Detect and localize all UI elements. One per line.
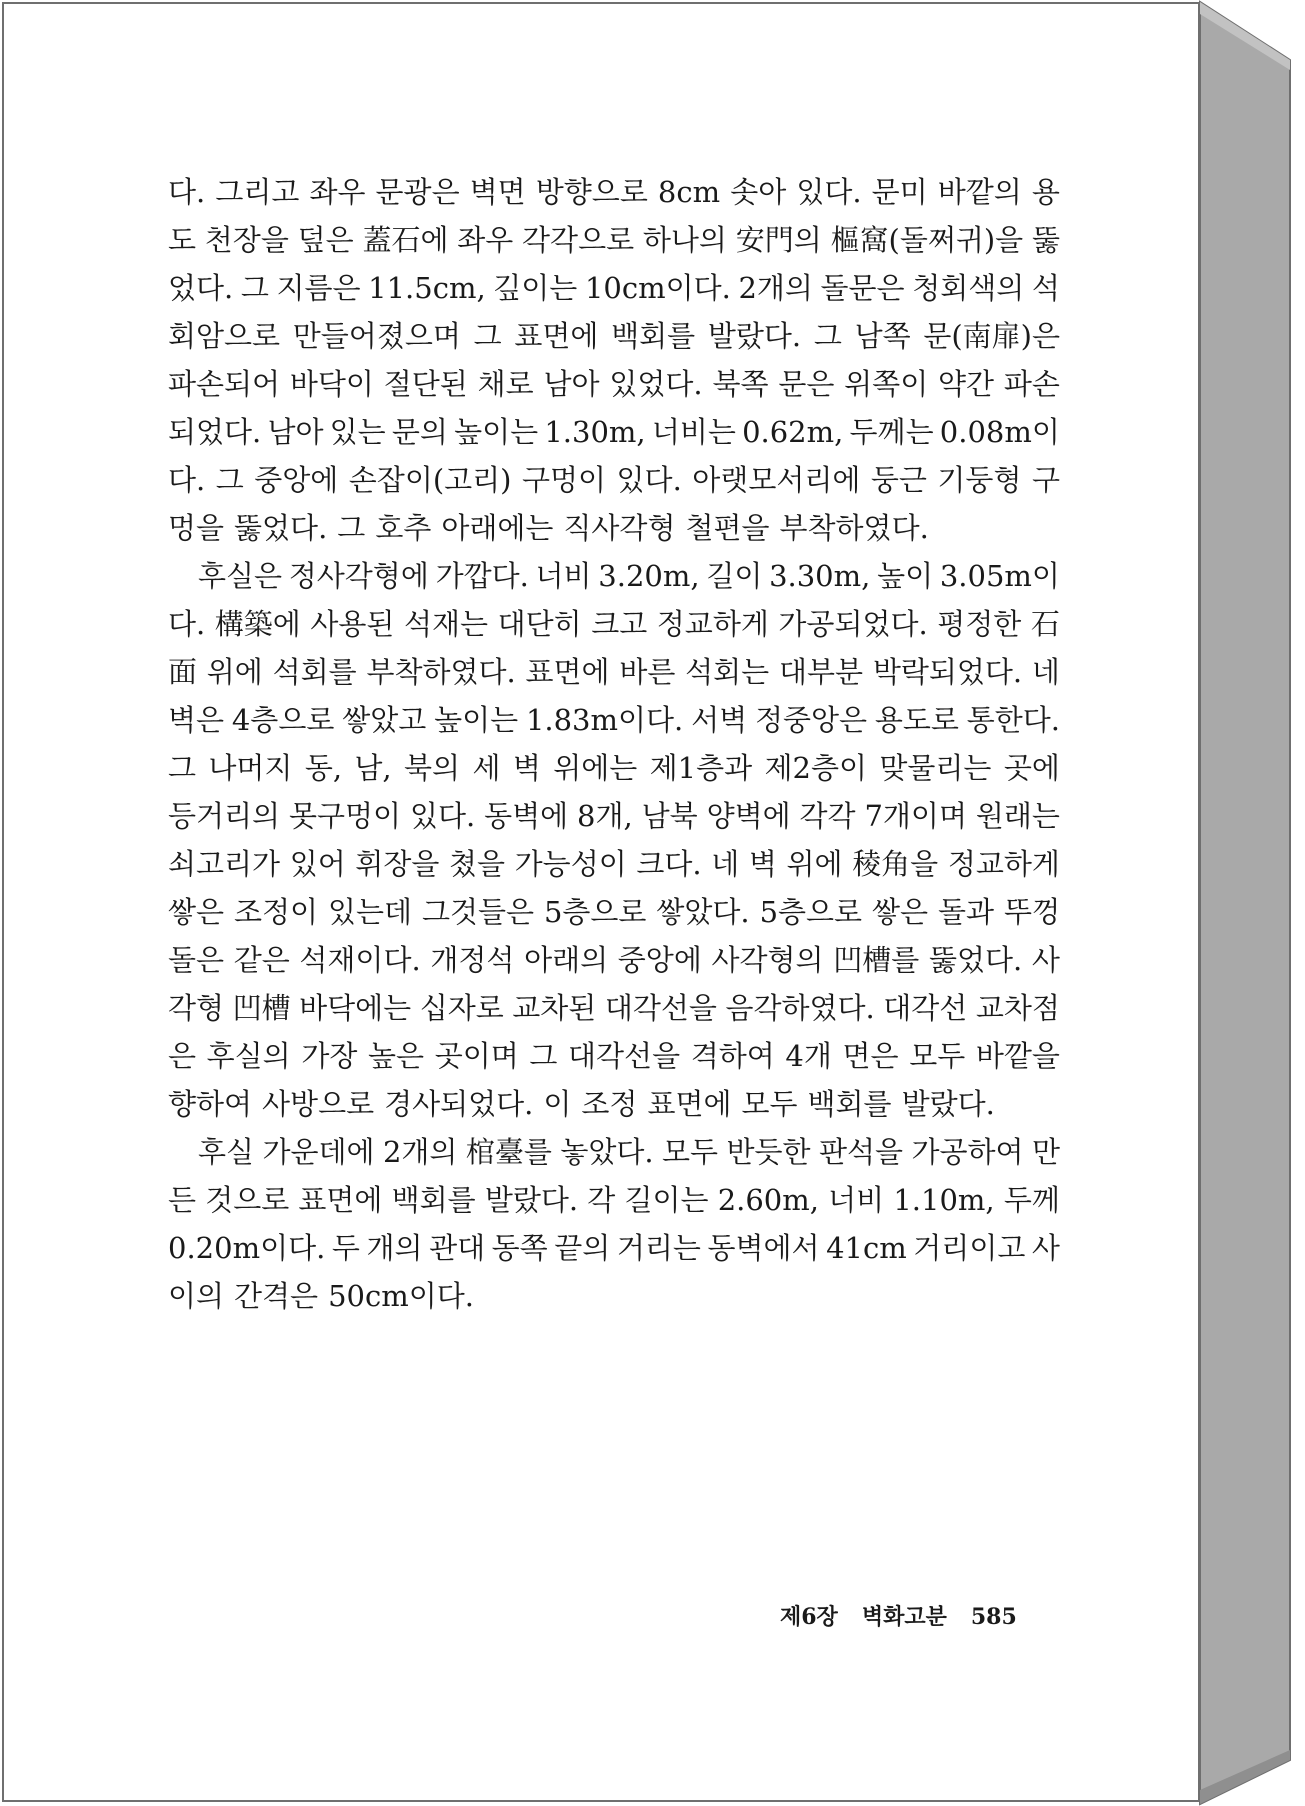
paragraph [168, 168, 1060, 552]
text-line: 은 후실의 가장 높은 곳이며 그 대각선을 격하여 4개 면은 모두 바깥을 [168, 1039, 1060, 1073]
text-line: 벽은 4층으로 쌓았고 높이는 1.83m이다. 서벽 정중앙은 용도로 통한다. [168, 703, 1060, 737]
text-line: 이의 간격은 50cm이다. [168, 1279, 474, 1313]
text-line: 등거리의 못구멍이 있다. 동벽에 8개, 남북 양벽에 각각 7개이며 원래는 [168, 799, 1060, 833]
text-line: 다. 그리고 좌우 문광은 벽면 방향으로 8cm 솟아 있다. 문미 바깥의 용 [168, 175, 1060, 209]
text-line: 쇠고리가 있어 휘장을 쳤을 가능성이 크다. 네 벽 위에 稜角을 정교하게 [168, 847, 1060, 881]
body-text [168, 168, 1060, 1320]
text-line: 후실은 정사각형에 가깝다. 너비 3.20m, 길이 3.30m, 높이 3.05m이 [198, 559, 1060, 593]
paragraph [168, 552, 1060, 1128]
text-line: 파손되어 바닥이 절단된 채로 남아 있었다. 북쪽 문은 위쪽이 약간 파손 [168, 367, 1060, 401]
text-line: 든 것으로 표면에 백회를 발랐다. 각 길이는 2.60m, 너비 1.10m, 두께 [168, 1183, 1060, 1217]
text-line: 돌은 같은 석재이다. 개정석 아래의 중앙에 사각형의 凹槽를 뚫었다. 사 [168, 943, 1060, 977]
text-line: 0.20m이다. 두 개의 관대 동쪽 끝의 거리는 동벽에서 41cm 거리이고 사 [168, 1231, 1060, 1265]
page-edge-shadow [1198, 0, 1305, 1806]
text-line: 후실 가운데에 2개의 棺臺를 놓았다. 모두 반듯한 판석을 가공하여 만 [198, 1135, 1060, 1169]
text-line: 그 나머지 동, 남, 북의 세 벽 위에는 제1층과 제2층이 맞물리는 곳에 [168, 751, 1060, 785]
paragraph [168, 1128, 1060, 1320]
section-title: 벽화고분 [861, 1604, 947, 1630]
page-footer [780, 1600, 1041, 1631]
text-line: 다. 그 중앙에 손잡이(고리) 구멍이 있다. 아랫모서리에 둥근 기둥형 구 [168, 463, 1060, 497]
text-line: 面 위에 석회를 부착하였다. 표면에 바른 석회는 대부분 박락되었다. 네 [168, 655, 1060, 689]
text-line: 되었다. 남아 있는 문의 높이는 1.30m, 너비는 0.62m, 두께는 0.08m이 [168, 415, 1060, 449]
text-line: 다. 構築에 사용된 석재는 대단히 크고 정교하게 가공되었다. 평정한 石 [168, 607, 1060, 641]
text-line: 멍을 뚫었다. 그 호추 아래에는 직사각형 철편을 부착하였다. [168, 511, 929, 545]
text-line: 도 천장을 덮은 蓋石에 좌우 각각으로 하나의 安門의 樞窩(돌쩌귀)을 뚫 [168, 223, 1060, 257]
page-number: 585 [970, 1604, 1017, 1630]
chapter-label: 제6장 [780, 1604, 838, 1630]
text-line: 쌓은 조정이 있는데 그것들은 5층으로 쌓았다. 5층으로 쌓은 돌과 뚜껑 [168, 895, 1060, 929]
text-line: 회암으로 만들어졌으며 그 표면에 백회를 발랐다. 그 남쪽 문(南扉)은 [168, 319, 1060, 353]
text-line: 향하여 사방으로 경사되었다. 이 조정 표면에 모두 백회를 발랐다. [168, 1087, 995, 1121]
text-line: 각형 凹槽 바닥에는 십자로 교차된 대각선을 음각하였다. 대각선 교차점 [168, 991, 1060, 1025]
text-line: 었다. 그 지름은 11.5cm, 깊이는 10cm이다. 2개의 돌문은 청회색의 석 [168, 271, 1060, 305]
